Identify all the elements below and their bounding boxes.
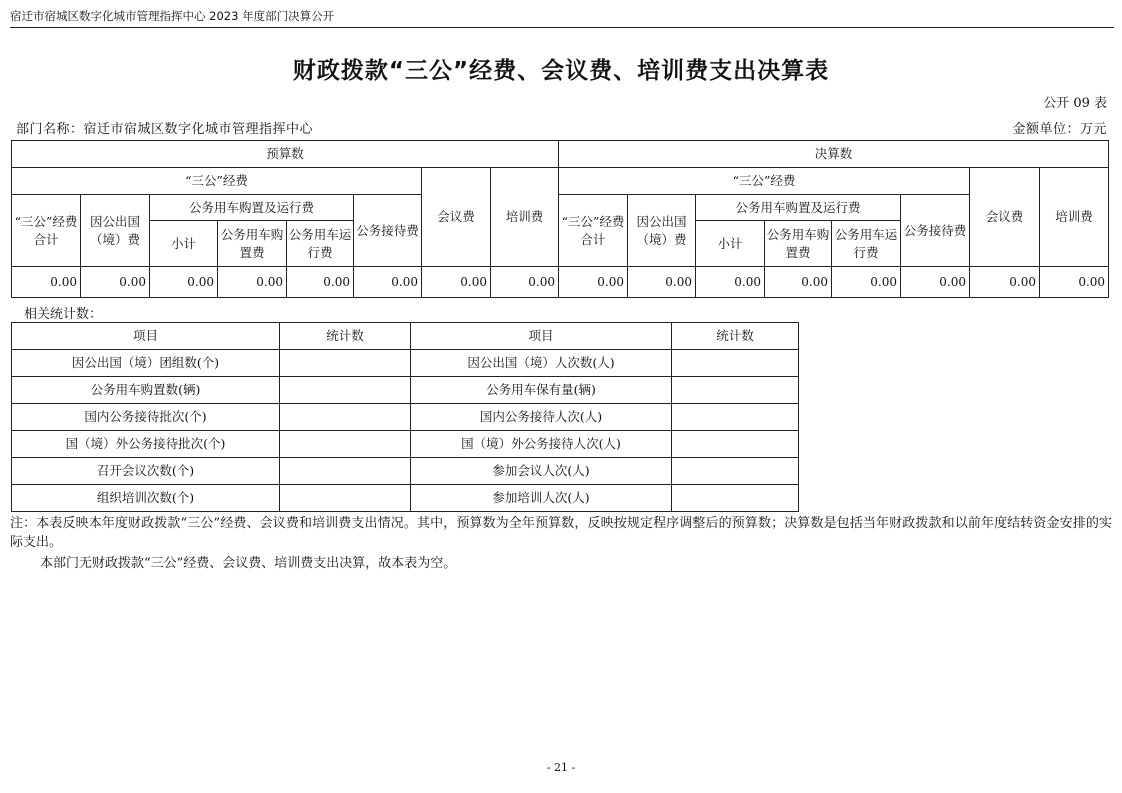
stats-value — [672, 485, 799, 512]
final-value-cell: 0.00 — [559, 267, 628, 298]
final-value-cell: 0.00 — [1040, 267, 1109, 298]
stats-row — [12, 404, 799, 431]
budget-value-cell: 0.00 — [150, 267, 218, 298]
final-reception-header: 公务接待费 — [901, 195, 970, 267]
stats-item-header: 项目 — [12, 323, 280, 350]
final-car-group-header: 公务用车购置及运行费 — [696, 195, 901, 221]
final-value-cell: 0.00 — [901, 267, 970, 298]
page-number: - 21 - — [546, 761, 576, 774]
stats-value — [672, 377, 799, 404]
stats-row — [12, 350, 799, 377]
stats-value — [280, 350, 411, 377]
budget-training-header: 培训费 — [491, 168, 559, 267]
stats-row — [12, 431, 799, 458]
stats-item: 召开会议次数(个) — [12, 458, 280, 485]
budget-value-cell: 0.00 — [287, 267, 354, 298]
values-row — [12, 267, 1109, 298]
final-value-cell: 0.00 — [970, 267, 1040, 298]
final-car-purchase-header: 公务用车购置费 — [765, 221, 832, 267]
stats-count-header: 统计数 — [672, 323, 799, 350]
budget-car-operation-header: 公务用车运行费 — [287, 221, 354, 267]
stats-item: 国（境）外公务接待人次(人) — [411, 431, 672, 458]
budget-sangong-total-header: “三公”经费合计 — [12, 195, 81, 267]
stats-row — [12, 458, 799, 485]
department-label: 部门名称：宿迁市宿城区数字化城市管理指挥中心 — [16, 122, 314, 137]
final-group-header: 决算数 — [559, 141, 1109, 168]
stats-row — [12, 377, 799, 404]
stats-item: 因公出国（境）团组数(个) — [12, 350, 280, 377]
stats-value — [280, 404, 411, 431]
stats-value — [280, 377, 411, 404]
stats-label: 相关统计数： — [24, 307, 103, 322]
budget-value-cell: 0.00 — [422, 267, 491, 298]
budget-value-cell: 0.00 — [12, 267, 81, 298]
stats-item: 公务用车保有量(辆) — [411, 377, 672, 404]
stats-value — [280, 458, 411, 485]
stats-value — [672, 404, 799, 431]
final-sangong-header: “三公”经费 — [559, 168, 970, 195]
stats-item: 组织培训次数(个) — [12, 485, 280, 512]
footnote: 注：本表反映本年度财政拨款“三公”经费、会议费和培训费支出情况。其中，预算数为全年预算数，反映按规定程序调整后的预算数；决算数是包括当年财政拨款和以前年度结转资金安排的实际支出。 — [10, 516, 1112, 550]
stats-value — [672, 458, 799, 485]
stats-value — [672, 350, 799, 377]
stats-item: 参加会议人次(人) — [411, 458, 672, 485]
final-value-cell: 0.00 — [832, 267, 901, 298]
budget-sangong-header: “三公”经费 — [12, 168, 422, 195]
stats-count-header: 统计数 — [280, 323, 411, 350]
budget-car-group-header: 公务用车购置及运行费 — [150, 195, 354, 221]
stats-item: 国内公务接待人次(人) — [411, 404, 672, 431]
budget-abroad-header: 因公出国（境）费 — [81, 195, 150, 267]
budget-group-header: 预算数 — [12, 141, 559, 168]
stats-item-header: 项目 — [411, 323, 672, 350]
stats-item: 国（境）外公务接待批次(个) — [12, 431, 280, 458]
stats-table — [11, 322, 799, 512]
expenditure-table — [11, 140, 1109, 298]
budget-subtotal-header: 小计 — [150, 221, 218, 267]
budget-reception-header: 公务接待费 — [354, 195, 422, 267]
stats-item: 参加培训人次(人) — [411, 485, 672, 512]
final-abroad-header: 因公出国（境）费 — [628, 195, 696, 267]
final-meeting-header: 会议费 — [970, 168, 1040, 267]
budget-value-cell: 0.00 — [354, 267, 422, 298]
stats-value — [280, 485, 411, 512]
budget-car-purchase-header: 公务用车购置费 — [218, 221, 287, 267]
header-rule — [10, 27, 1114, 28]
final-value-cell: 0.00 — [696, 267, 765, 298]
stats-item: 公务用车购置数(辆) — [12, 377, 280, 404]
final-value-cell: 0.00 — [765, 267, 832, 298]
unit-label: 金额单位：万元 — [1012, 122, 1107, 137]
running-header: 宿迁市宿城区数字化城市管理指挥中心 2023 年度部门决算公开 — [10, 9, 335, 23]
budget-value-cell: 0.00 — [218, 267, 287, 298]
stats-item: 因公出国（境）人次数(人) — [411, 350, 672, 377]
stats-row — [12, 485, 799, 512]
stats-item: 国内公务接待批次(个) — [12, 404, 280, 431]
document-title: 财政拨款“三公”经费、会议费、培训费支出决算表 — [292, 58, 830, 84]
budget-value-cell: 0.00 — [491, 267, 559, 298]
stats-value — [280, 431, 411, 458]
final-sangong-total-header: “三公”经费合计 — [559, 195, 628, 267]
final-car-operation-header: 公务用车运行费 — [832, 221, 901, 267]
empty-table-note: 本部门无财政拨款“三公”经费、会议费、培训费支出决算，故本表为空。 — [40, 556, 457, 571]
budget-meeting-header: 会议费 — [422, 168, 491, 267]
final-subtotal-header: 小计 — [696, 221, 765, 267]
final-training-header: 培训费 — [1040, 168, 1109, 267]
budget-value-cell: 0.00 — [81, 267, 150, 298]
final-value-cell: 0.00 — [628, 267, 696, 298]
stats-value — [672, 431, 799, 458]
table-number: 公开 09 表 — [1043, 96, 1107, 111]
